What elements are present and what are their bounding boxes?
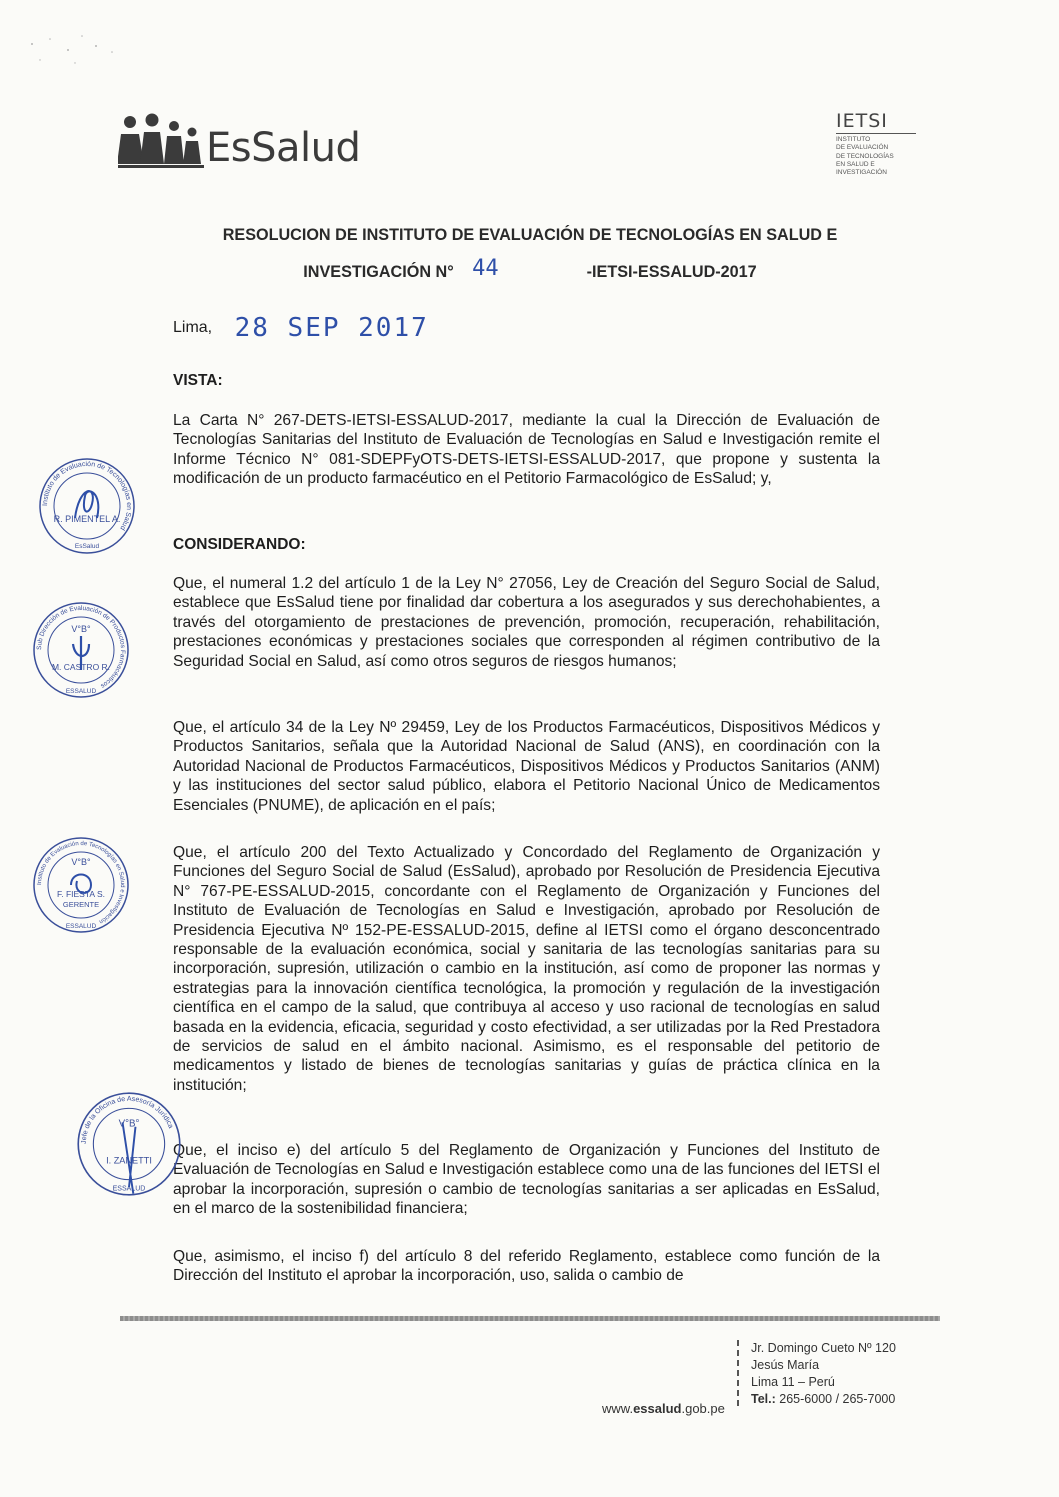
ietsi-logo [836, 112, 916, 177]
footer-separator [737, 1340, 739, 1406]
footer-address [751, 1340, 896, 1408]
approval-stamp [31, 600, 131, 700]
family-figures-icon [118, 112, 204, 170]
ietsi-sub-line: INVESTIGACIÓN [836, 169, 887, 177]
considerando-heading: CONSIDERANDO: [173, 536, 306, 553]
logo-wordmark: EsSalud [206, 125, 361, 171]
stamp-role: GERENTE [62, 900, 100, 909]
considerando-paragraph: Que, el artículo 34 de la Ley Nº 29459, Ley de los Productos Farmacéuticos, Dispositivos Médicos y Productos Sanitarios, señala que la Autoridad Nacional de Salud (ANS), en coordinación con la Autoridad Nacional de Productos Farmacéuticos, Dispositivos Médicos y Productos Sanitarios (ANM) y las instituciones del sector salud público, elabora el Petitorio Nacional Único de Medicamentos Esenciales (PNUME), de aplicación en el país; [173, 719, 880, 814]
url-bold: essalud [633, 1401, 682, 1416]
date-stamp: 28 SEP 2017 [234, 313, 429, 343]
essalud-logo [118, 108, 378, 170]
scan-noise [20, 30, 130, 70]
stamp-bottom: EsSalud [74, 543, 100, 550]
address-line: Jesús María [751, 1358, 820, 1372]
resolution-title-line1: RESOLUCION DE INSTITUTO DE EVALUACIÓN DE TECNOLOGÍAS EN SALUD E [222, 226, 838, 244]
address-line: Jr. Domingo Cueto Nº 120 [751, 1341, 896, 1355]
url-prefix: www. [602, 1401, 634, 1416]
date-line [173, 309, 429, 343]
resolution-title-line2 [150, 258, 910, 283]
approval-stamp [75, 1090, 183, 1198]
stamp-bottom: ESSALUD [112, 1185, 146, 1193]
considerando-paragraph: Que, asimismo, el inciso f) del artículo 8 del referido Reglamento, establece como función de la Dirección del Instituto el aprobar la incorporación, uso, salida o cambio de [173, 1248, 880, 1285]
stamp-top: V°B° [118, 1118, 140, 1130]
footer-website [602, 1401, 725, 1416]
phone-label: Tel.: [751, 1392, 776, 1406]
approval-stamp [37, 456, 137, 556]
stamp-outer-text: Instituto de Evaluación de Tecnologías en Salud e Investigación [36, 840, 126, 925]
stamp-bottom: ESSALUD [65, 923, 97, 930]
stamp-name: I. ZANETTI [106, 1155, 152, 1166]
stamp-name: R. PIMENTEL A. [53, 514, 121, 524]
footer-divider [120, 1316, 940, 1321]
ietsi-wordmark: IETSI [836, 112, 916, 134]
ietsi-sub-line: EN SALUD E [836, 160, 875, 168]
ietsi-sub-line: DE EVALUACIÓN [836, 144, 889, 152]
considerando-paragraph: Que, el inciso e) del artículo 5 del Reglamento de Organización y Funciones del Instituto de Evaluación de Tecnologías en Salud e Investigación establece como una de las funciones del IETSI el aprobar la incorporación, supresión o cambio de tecnologías sanitarias a ser aplicadas en EsSalud, en el marco de la sostenibilidad financiera; [173, 1142, 880, 1218]
stamp-outer-text: Sub Dirección de Evaluación de Productos Farmacéuticos [35, 604, 127, 690]
stamp-outer-text: Jefe de la Oficina de Asesoría Jurídica [80, 1095, 175, 1145]
resolution-number-handwritten: 44 [472, 256, 499, 281]
stamp-name: M. CASTRO R. [51, 662, 111, 672]
vista-paragraph: La Carta N° 267-DETS-IETSI-ESSALUD-2017, mediante la cual la Dirección de Evaluación de Tecnologías Sanitarias del Instituto de Evaluación de Tecnologías en Salud e Investigación remite el Informe Técnico N° 081-SDEPFyOTS-DETS-IETSI-ESSALUD-2017, que propone y sustenta la modificación de un producto farmacéutico en el Petitorio Farmacológico de EsSalud; y, [173, 412, 880, 488]
phone-value: 265-6000 / 265-7000 [779, 1392, 896, 1406]
stamp-bottom: ESSALUD [65, 688, 97, 695]
title-suffix: -IETSI-ESSALUD-2017 [586, 263, 757, 281]
stamp-top: V°B° [71, 624, 91, 634]
date-label: Lima, [173, 319, 213, 336]
ietsi-sub-line: INSTITUTO [836, 136, 871, 143]
stamp-name: F. FIESTA S. [56, 889, 106, 899]
vista-heading: VISTA: [173, 372, 223, 389]
url-suffix: .gob.pe [681, 1401, 725, 1416]
considerando-paragraph: Que, el numeral 1.2 del artículo 1 de la Ley N° 27056, Ley de Creación del Seguro Social de Salud, establece que EsSalud tiene por finalidad dar cobertura a los asegurados y sus derechohabientes, a través del otorgamiento de prestaciones de prevención, promoción, recuperación, rehabilitación, prestaciones económicas y prestaciones sociales que corresponden al régimen contributivo de la Seguridad Social en Salud, así como otros seguros de riesgos humanos; [173, 575, 880, 670]
address-line: Lima 11 – Perú [751, 1375, 835, 1389]
considerando-paragraph: Que, el artículo 200 del Texto Actualizado y Concordado del Reglamento de Organización y Funciones del Seguro Social de Salud (EsSalud), aprobado por Resolución de Presidencia Ejecutiva N° 767-PE-ESSALUD-2015, concordante con el Reglamento de Organización y Funciones del Instituto de Evaluación de Tecnologías en Salud e Investigación, aprobado por Resolución de Presidencia Ejecutiva Nº 152-PE-ESSALUD-2015, define al IETSI como el órgano desconcentrado responsable de la evaluación económica, social y sanitaria de las tecnologías sanitarias para su incorporación, supresión, utilización o cambio en la institución, así como de proponer las normas y estrategias para la innovación científica tecnológica, la promoción y regulación de la investigación científica en el campo de la salud, que contribuya al acceso y uso racional de tecnologías en salud basada en la evidencia, eficacia, seguridad y costo efectividad, a ser utilizadas por la Red Prestadora de servicios de salud en el ámbito nacional. Asimismo, es el responsable del petitorio de medicamentos y listado de bienes de tecnologías sanitarias y guías de práctica clínica en la institución; [173, 844, 880, 1094]
stamp-outer-text: Instituto de Evaluación de Tecnologías en Salud [41, 460, 133, 532]
approval-stamp [31, 835, 131, 935]
ietsi-sub-line: DE TECNOLOGÍAS [836, 152, 894, 160]
stamp-top: V°B° [71, 857, 91, 867]
ietsi-subtitle [836, 136, 916, 177]
address-phone [751, 1391, 896, 1408]
svg-text:Instituto de Evaluación de Tec [37, 841, 125, 924]
title-prefix: INVESTIGACIÓN N° [303, 263, 454, 281]
